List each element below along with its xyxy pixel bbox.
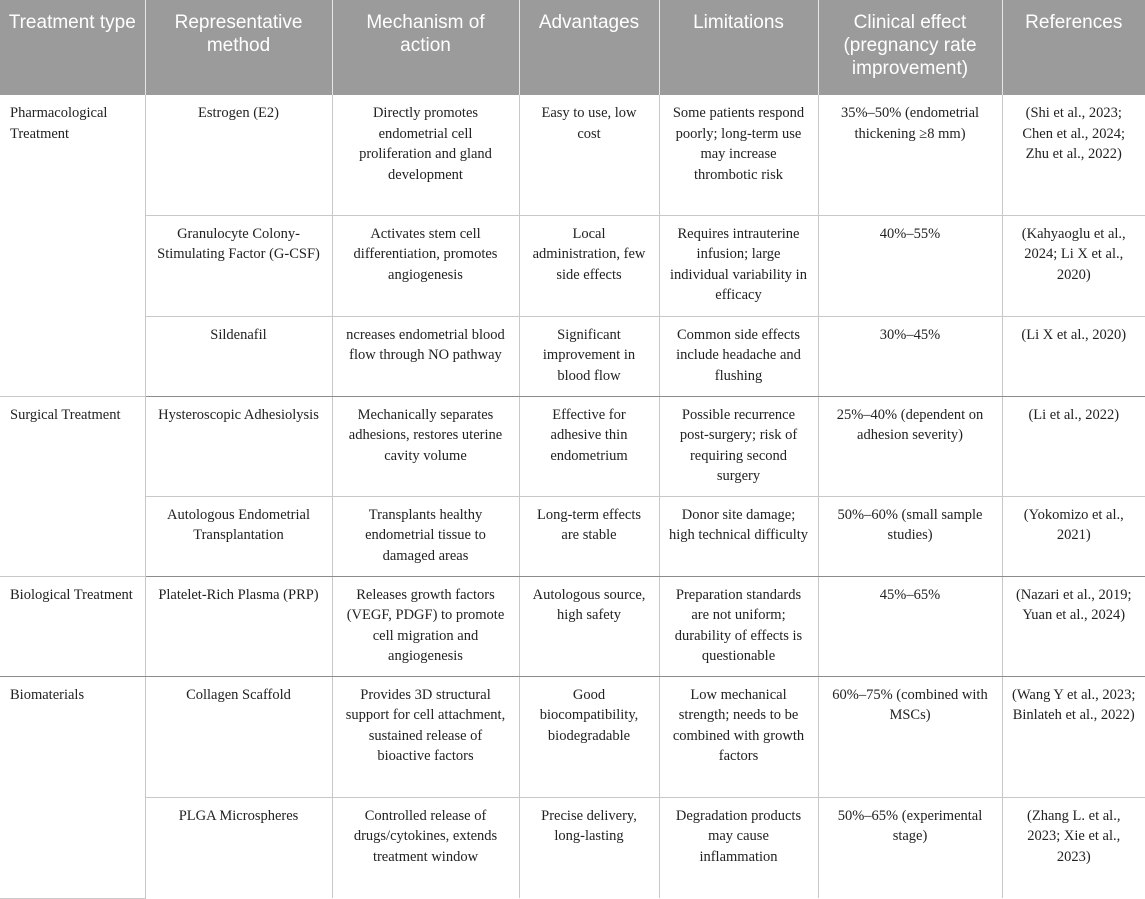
limitations-cell: Degradation products may cause inflammation (659, 797, 818, 898)
header-references: References (1002, 0, 1145, 95)
references-cell: (Kahyaoglu et al., 2024; Li X et al., 2020) (1002, 215, 1145, 316)
method-cell: Estrogen (E2) (145, 95, 332, 215)
limitations-cell: Donor site damage; high technical difficulty (659, 496, 818, 576)
header-treatment-type: Treatment type (0, 0, 145, 95)
type-cell-biomaterials: Biomaterials (0, 676, 145, 898)
advantages-cell: Precise delivery, long-lasting (519, 797, 659, 898)
table-row (0, 215, 1145, 316)
table-row (0, 576, 1145, 676)
method-cell: Autologous Endometrial Transplantation (145, 496, 332, 576)
table-row (0, 797, 1145, 898)
references-cell: (Li X et al., 2020) (1002, 316, 1145, 396)
header-row (0, 0, 1145, 95)
type-cell-pharmacological: Pharmacological Treatment (0, 95, 145, 396)
effect-cell: 25%–40% (dependent on adhesion severity) (818, 396, 1002, 496)
table-row (0, 95, 1145, 215)
references-cell: (Nazari et al., 2019; Yuan et al., 2024) (1002, 576, 1145, 676)
table-row (0, 676, 1145, 797)
references-cell: (Wang Y et al., 2023; Binlateh et al., 2022) (1002, 676, 1145, 797)
advantages-cell: Effective for adhesive thin endometrium (519, 396, 659, 496)
limitations-cell: Preparation standards are not uniform; durability of effects is questionable (659, 576, 818, 676)
mechanism-cell: Provides 3D structural support for cell attachment, sustained release of bioactive factors (332, 676, 519, 797)
method-cell: Granulocyte Colony-Stimulating Factor (G-CSF) (145, 215, 332, 316)
header-representative-method: Representative method (145, 0, 332, 95)
references-cell: (Yokomizo et al., 2021) (1002, 496, 1145, 576)
effect-cell: 60%–75% (combined with MSCs) (818, 676, 1002, 797)
advantages-cell: Significant improvement in blood flow (519, 316, 659, 396)
limitations-cell: Possible recurrence post-surgery; risk of requiring second surgery (659, 396, 818, 496)
limitations-cell: Low mechanical strength; needs to be combined with growth factors (659, 676, 818, 797)
limitations-cell: Some patients respond poorly; long-term use may increase thrombotic risk (659, 95, 818, 215)
effect-cell: 35%–50% (endometrial thickening ≥8 mm) (818, 95, 1002, 215)
references-cell: (Li et al., 2022) (1002, 396, 1145, 496)
type-cell-biological: Biological Treatment (0, 576, 145, 676)
header-clinical-effect: Clinical effect (pregnancy rate improvement) (818, 0, 1002, 95)
limitations-cell: Common side effects include headache and flushing (659, 316, 818, 396)
mechanism-cell: Releases growth factors (VEGF, PDGF) to promote cell migration and angiogenesis (332, 576, 519, 676)
references-cell: (Zhang L. et al., 2023; Xie et al., 2023) (1002, 797, 1145, 898)
method-cell: PLGA Microspheres (145, 797, 332, 898)
advantages-cell: Long-term effects are stable (519, 496, 659, 576)
mechanism-cell: Activates stem cell differentiation, promotes angiogenesis (332, 215, 519, 316)
table-row (0, 396, 1145, 496)
header-mechanism: Mechanism of action (332, 0, 519, 95)
type-cell-surgical: Surgical Treatment (0, 396, 145, 576)
mechanism-cell: Transplants healthy endometrial tissue to damaged areas (332, 496, 519, 576)
header-limitations: Limitations (659, 0, 818, 95)
table-row (0, 496, 1145, 576)
effect-cell: 50%–60% (small sample studies) (818, 496, 1002, 576)
references-cell: (Shi et al., 2023; Chen et al., 2024; Zhu et al., 2022) (1002, 95, 1145, 215)
advantages-cell: Good biocompatibility, biodegradable (519, 676, 659, 797)
limitations-cell: Requires intrauterine infusion; large individual variability in efficacy (659, 215, 818, 316)
effect-cell: 40%–55% (818, 215, 1002, 316)
advantages-cell: Easy to use, low cost (519, 95, 659, 215)
method-cell: Collagen Scaffold (145, 676, 332, 797)
mechanism-cell: Controlled release of drugs/cytokines, extends treatment window (332, 797, 519, 898)
method-cell: Sildenafil (145, 316, 332, 396)
method-cell: Hysteroscopic Adhesiolysis (145, 396, 332, 496)
effect-cell: 30%–45% (818, 316, 1002, 396)
header-advantages: Advantages (519, 0, 659, 95)
effect-cell: 50%–65% (experimental stage) (818, 797, 1002, 898)
mechanism-cell: ncreases endometrial blood flow through NO pathway (332, 316, 519, 396)
mechanism-cell: Directly promotes endometrial cell proliferation and gland development (332, 95, 519, 215)
effect-cell: 45%–65% (818, 576, 1002, 676)
advantages-cell: Autologous source, high safety (519, 576, 659, 676)
advantages-cell: Local administration, few side effects (519, 215, 659, 316)
method-cell: Platelet-Rich Plasma (PRP) (145, 576, 332, 676)
table-row (0, 316, 1145, 396)
mechanism-cell: Mechanically separates adhesions, restores uterine cavity volume (332, 396, 519, 496)
